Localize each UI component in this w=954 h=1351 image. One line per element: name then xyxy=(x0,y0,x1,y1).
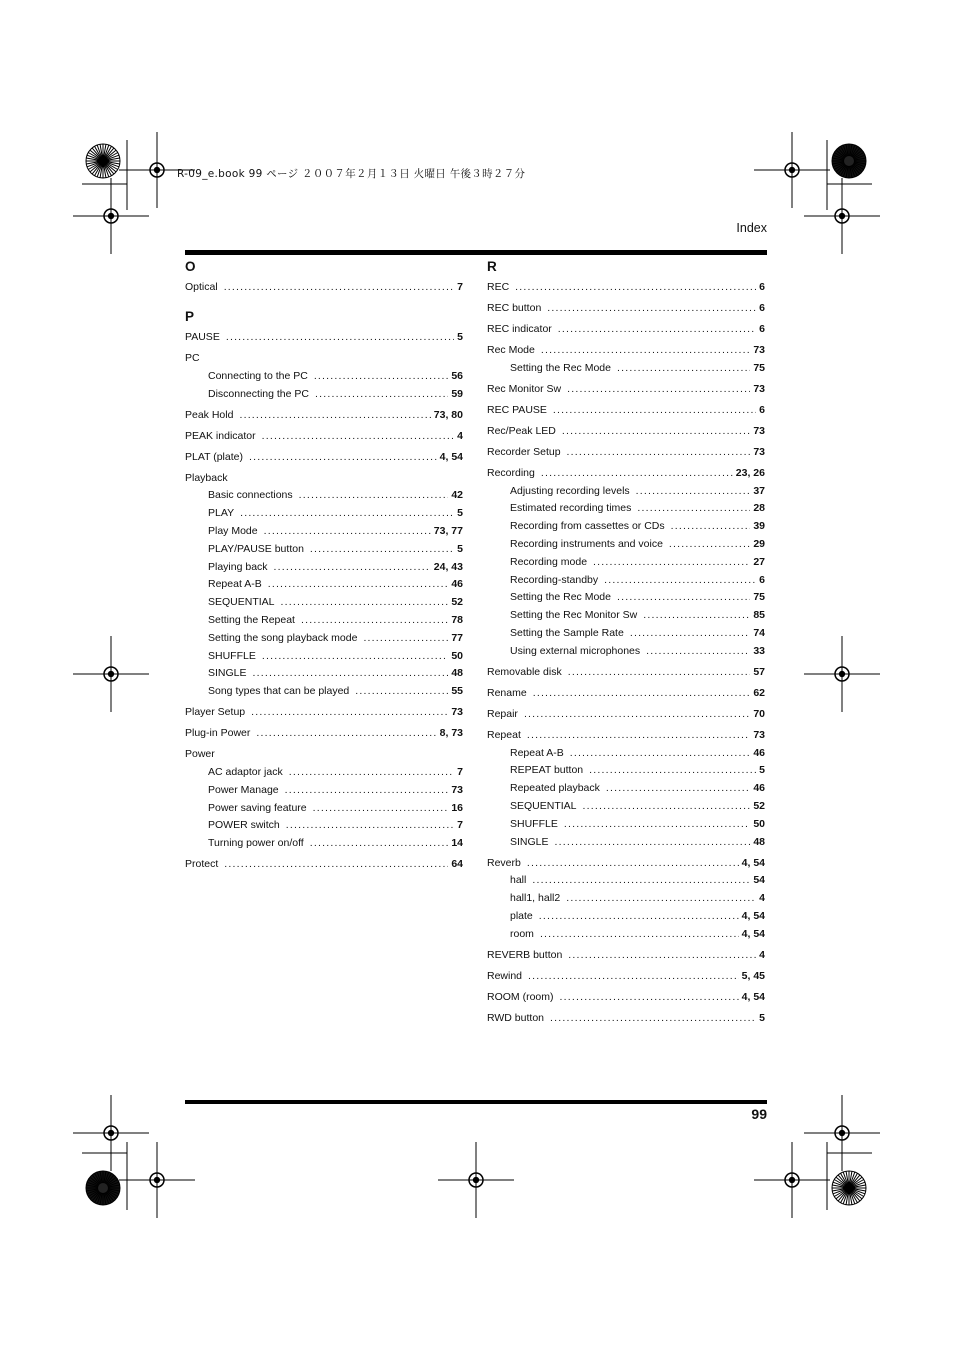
index-subentry xyxy=(185,817,463,835)
dot-leader xyxy=(547,300,756,318)
index-subentry xyxy=(185,594,463,612)
index-entry xyxy=(487,279,765,297)
index-entry: Playback xyxy=(185,471,228,484)
index-entry: PC xyxy=(185,352,200,365)
entry-pages: 5 xyxy=(759,764,765,777)
dot-leader xyxy=(558,321,756,339)
entry-pages: 56 xyxy=(451,369,463,382)
index-subentry xyxy=(185,764,463,782)
index-subentry xyxy=(185,386,463,404)
section-letter: P xyxy=(185,308,195,324)
index-subentry xyxy=(185,835,463,853)
index-entry xyxy=(487,423,765,441)
dot-leader xyxy=(515,279,756,297)
dot-leader xyxy=(560,989,739,1007)
dot-leader xyxy=(224,279,454,297)
entry-pages: 8, 73 xyxy=(439,727,463,740)
dot-leader xyxy=(299,487,449,505)
entry-pages: 5 xyxy=(759,1011,765,1024)
entry-term: SINGLE xyxy=(208,667,247,680)
dot-leader xyxy=(527,855,739,873)
index-subentry xyxy=(185,612,463,630)
dot-leader xyxy=(301,612,448,630)
entry-pages: 57 xyxy=(753,665,765,678)
dot-leader xyxy=(528,968,739,986)
entry-term: room xyxy=(510,927,534,940)
entry-term: Recording from cassettes or CDs xyxy=(510,520,665,533)
index-entry xyxy=(487,947,765,965)
index-subentry xyxy=(487,500,765,518)
entry-pages: 73 xyxy=(753,344,765,357)
entry-term: Repeated playback xyxy=(510,782,600,795)
section-letter: O xyxy=(185,259,196,274)
dot-leader xyxy=(669,536,750,554)
dot-leader xyxy=(268,576,449,594)
index-entry xyxy=(487,444,765,462)
dot-leader xyxy=(355,683,448,701)
dot-leader xyxy=(617,360,750,378)
index-subentry xyxy=(487,607,765,625)
entry-term: Setting the Sample Rate xyxy=(510,627,624,640)
index-subentry xyxy=(487,872,765,890)
index-subentry xyxy=(487,589,765,607)
index-entry xyxy=(185,856,463,874)
entry-term: Estimated recording times xyxy=(510,502,632,515)
index-subentry xyxy=(487,834,765,852)
dot-leader xyxy=(251,704,448,722)
entry-pages: 46 xyxy=(753,782,765,795)
entry-pages: 52 xyxy=(753,799,765,812)
dot-leader xyxy=(643,607,750,625)
entry-term: Setting the Repeat xyxy=(208,614,295,627)
entry-term: AC adaptor jack xyxy=(208,766,283,778)
dot-leader xyxy=(310,835,449,853)
dot-leader xyxy=(274,559,431,577)
entry-term: Rec Mode xyxy=(487,344,535,357)
index-subentry xyxy=(185,487,463,505)
entry-pages: 73 xyxy=(451,783,463,796)
index-subentry xyxy=(185,559,463,577)
registration-dot xyxy=(839,213,845,219)
index-subentry xyxy=(487,518,765,536)
entry-pages: 24, 43 xyxy=(433,560,463,573)
entry-term: Connecting to the PC xyxy=(208,369,308,382)
entry-term: PLAT (plate) xyxy=(185,450,243,463)
dot-leader xyxy=(617,589,750,607)
entry-pages: 6 xyxy=(759,281,765,294)
index-subentry xyxy=(487,926,765,944)
dot-leader xyxy=(313,800,449,818)
entry-pages: 75 xyxy=(753,361,765,374)
entry-pages: 7 xyxy=(457,281,463,294)
index-entry xyxy=(185,449,463,467)
entry-pages: 4, 54 xyxy=(741,990,765,1003)
dot-leader xyxy=(226,329,454,347)
dot-leader xyxy=(224,856,448,874)
entry-pages: 5 xyxy=(457,542,463,555)
index-subentry xyxy=(185,523,463,541)
dot-leader xyxy=(539,908,739,926)
index-subentry xyxy=(487,762,765,780)
dot-leader xyxy=(583,798,751,816)
index-entry xyxy=(487,342,765,360)
index-entry xyxy=(487,321,765,339)
entry-term: PEAK indicator xyxy=(185,429,256,442)
entry-term: hall xyxy=(510,874,527,887)
entry-term: Play Mode xyxy=(208,525,258,538)
bottom-rule xyxy=(185,1100,767,1104)
entry-pages: 73 xyxy=(451,706,463,719)
dot-leader xyxy=(567,444,751,462)
index-subentry xyxy=(185,541,463,559)
entry-pages: 6 xyxy=(759,573,765,586)
entry-pages: 73 xyxy=(753,445,765,458)
dot-leader xyxy=(568,664,751,682)
index-subentry xyxy=(185,368,463,386)
entry-pages: 85 xyxy=(753,609,765,622)
index-subentry xyxy=(185,665,463,683)
registration-dot xyxy=(789,167,795,173)
dot-leader xyxy=(630,625,750,643)
entry-pages: 50 xyxy=(451,649,463,662)
entry-term: Recording instruments and voice xyxy=(510,538,663,551)
entry-term: Setting the song playback mode xyxy=(208,631,358,644)
entry-term: Reverb xyxy=(487,856,521,869)
entry-term: Rec/Peak LED xyxy=(487,424,556,437)
registration-dot xyxy=(154,167,160,173)
index-entry xyxy=(487,300,765,318)
entry-term: hall1, hall2 xyxy=(510,892,561,905)
dot-leader xyxy=(636,483,751,501)
starburst-center xyxy=(844,156,854,166)
dot-leader xyxy=(555,834,751,852)
index-column-left xyxy=(185,257,463,874)
entry-term: RWD button xyxy=(487,1011,544,1024)
index-entry xyxy=(487,727,765,745)
registration-dot xyxy=(108,1130,114,1136)
entry-term: Protect xyxy=(185,858,219,871)
entry-term: Rewind xyxy=(487,969,523,982)
entry-pages: 73 xyxy=(753,728,765,741)
entry-term: REC button xyxy=(487,302,542,315)
entry-term: REPEAT button xyxy=(510,764,584,777)
entry-term: Plug-in Power xyxy=(185,727,251,740)
index-subentry xyxy=(185,782,463,800)
entry-term: plate xyxy=(510,909,533,922)
entry-pages: 6 xyxy=(759,403,765,416)
registration-dot xyxy=(108,213,114,219)
index-subentry xyxy=(185,648,463,666)
page-number: 99 xyxy=(751,1106,767,1122)
index-subentry xyxy=(487,536,765,554)
index-entry xyxy=(487,402,765,420)
entry-pages: 74 xyxy=(753,627,765,640)
section-letter: R xyxy=(487,259,497,274)
dot-leader xyxy=(524,706,750,724)
entry-pages: 7 xyxy=(457,819,463,832)
dot-leader xyxy=(310,541,454,559)
dot-leader xyxy=(550,1010,756,1028)
index-subentry xyxy=(487,798,765,816)
index-entry xyxy=(185,725,463,743)
dot-leader xyxy=(253,665,449,683)
dot-leader xyxy=(239,407,430,425)
entry-pages: 4, 54 xyxy=(741,856,765,869)
entry-term: Song types that can be played xyxy=(208,685,350,698)
entry-pages: 50 xyxy=(753,817,765,830)
index-subentry xyxy=(487,643,765,661)
index-entry: Power xyxy=(185,748,215,761)
index-subentry xyxy=(487,554,765,572)
index-subentry xyxy=(185,505,463,523)
dot-leader xyxy=(637,500,750,518)
entry-pages: 73, 77 xyxy=(433,525,463,538)
entry-pages: 16 xyxy=(451,801,463,814)
entry-term: Power Manage xyxy=(208,783,279,796)
entry-pages: 33 xyxy=(753,644,765,657)
entry-pages: 4, 54 xyxy=(741,909,765,922)
dot-leader xyxy=(289,764,454,782)
entry-term: Repeat A-B xyxy=(208,578,262,591)
index-subentry xyxy=(487,572,765,590)
dot-leader xyxy=(606,780,750,798)
index-entry xyxy=(487,968,765,986)
entry-term: Player Setup xyxy=(185,706,246,719)
entry-term: REC PAUSE xyxy=(487,403,547,416)
index-subentry xyxy=(487,780,765,798)
entry-pages: 59 xyxy=(451,387,463,400)
dot-leader xyxy=(264,523,431,541)
entry-pages: 77 xyxy=(451,631,463,644)
entry-pages: 4 xyxy=(457,429,463,442)
entry-pages: 37 xyxy=(753,484,765,497)
dot-leader xyxy=(533,685,751,703)
index-entry xyxy=(487,1010,765,1028)
index-entry xyxy=(487,989,765,1007)
entry-term: Repeat A-B xyxy=(510,746,564,759)
entry-term: REVERB button xyxy=(487,948,563,961)
dot-leader xyxy=(604,572,756,590)
entry-pages: 75 xyxy=(753,591,765,604)
entry-pages: 6 xyxy=(759,323,765,336)
entry-pages: 78 xyxy=(451,614,463,627)
entry-pages: 52 xyxy=(451,596,463,609)
index-entry xyxy=(487,465,765,483)
running-head: Index xyxy=(736,221,767,235)
entry-pages: 23, 26 xyxy=(735,466,765,479)
index-entry xyxy=(185,329,463,347)
entry-pages: 29 xyxy=(753,538,765,551)
dot-leader xyxy=(570,745,751,763)
entry-term: Setting the Rec Mode xyxy=(510,361,611,374)
entry-pages: 4, 54 xyxy=(439,450,463,463)
entry-pages: 28 xyxy=(753,502,765,515)
registration-dot xyxy=(839,671,845,677)
index-subentry xyxy=(487,816,765,834)
starburst-center xyxy=(98,156,108,166)
entry-term: REC xyxy=(487,281,510,294)
registration-dot xyxy=(839,1130,845,1136)
dot-leader xyxy=(281,594,449,612)
entry-term: Adjusting recording levels xyxy=(510,484,630,497)
top-rule xyxy=(185,250,767,255)
entry-pages: 7 xyxy=(457,766,463,778)
dot-leader xyxy=(593,554,750,572)
index-entry xyxy=(487,381,765,399)
entry-term: Setting the Rec Monitor Sw xyxy=(510,609,638,622)
entry-pages: 73 xyxy=(753,382,765,395)
dot-leader xyxy=(262,648,448,666)
dot-leader xyxy=(568,947,756,965)
entry-term: Repair xyxy=(487,707,518,720)
entry-pages: 5 xyxy=(457,507,463,520)
entry-pages: 14 xyxy=(451,837,463,850)
dot-leader xyxy=(286,817,454,835)
dot-leader xyxy=(553,402,756,420)
entry-term: PLAY xyxy=(208,507,235,520)
dot-leader xyxy=(589,762,756,780)
print-header: R-09_e.book 99 ページ ２００７年２月１３日 火曜日 午後３時２７分 xyxy=(177,168,526,180)
index-entry xyxy=(185,428,463,446)
entry-term: Playing back xyxy=(208,560,268,573)
entry-pages: 4 xyxy=(759,892,765,905)
starburst-center xyxy=(98,1183,108,1193)
dot-leader xyxy=(540,926,739,944)
entry-pages: 54 xyxy=(753,874,765,887)
entry-pages: 5, 45 xyxy=(741,969,765,982)
index-subentry xyxy=(487,908,765,926)
entry-term: Power saving feature xyxy=(208,801,307,814)
entry-term: Recording-standby xyxy=(510,573,599,586)
registration-dot xyxy=(473,1177,479,1183)
entry-term: Optical xyxy=(185,281,218,294)
index-subentry xyxy=(185,576,463,594)
dot-leader xyxy=(249,449,437,467)
dot-leader xyxy=(363,630,448,648)
entry-term: SEQUENTIAL xyxy=(208,596,275,609)
entry-pages: 4, 54 xyxy=(741,927,765,940)
entry-term: Setting the Rec Mode xyxy=(510,591,611,604)
index-subentry xyxy=(185,683,463,701)
entry-pages: 62 xyxy=(753,686,765,699)
dot-leader xyxy=(527,727,750,745)
entry-pages: 73 xyxy=(753,424,765,437)
index-entry xyxy=(487,706,765,724)
dot-leader xyxy=(564,816,750,834)
entry-term: SHUFFLE xyxy=(208,649,256,662)
dot-leader xyxy=(566,890,756,908)
index-subentry xyxy=(185,630,463,648)
index-entry xyxy=(185,279,463,297)
dot-leader xyxy=(262,428,455,446)
dot-leader xyxy=(240,505,454,523)
entry-term: Disconnecting the PC xyxy=(208,387,309,400)
entry-term: REC indicator xyxy=(487,323,552,336)
entry-pages: 48 xyxy=(451,667,463,680)
entry-pages: 46 xyxy=(451,578,463,591)
entry-term: PAUSE xyxy=(185,331,220,344)
index-entry xyxy=(487,664,765,682)
entry-term: SEQUENTIAL xyxy=(510,799,577,812)
dot-leader xyxy=(541,342,750,360)
dot-leader xyxy=(285,782,449,800)
index-subentry xyxy=(487,745,765,763)
dot-leader xyxy=(567,381,750,399)
starburst-center xyxy=(844,1183,854,1193)
index-entry xyxy=(487,685,765,703)
entry-pages: 73, 80 xyxy=(433,408,463,421)
registration-dot xyxy=(154,1177,160,1183)
index-subentry xyxy=(487,360,765,378)
dot-leader xyxy=(256,725,436,743)
entry-pages: 46 xyxy=(753,746,765,759)
index-entry xyxy=(185,704,463,722)
entry-pages: 70 xyxy=(753,707,765,720)
entry-term: Peak Hold xyxy=(185,408,234,421)
entry-term: Recorder Setup xyxy=(487,445,561,458)
index-entry xyxy=(487,855,765,873)
entry-pages: 64 xyxy=(451,858,463,871)
registration-dot xyxy=(789,1177,795,1183)
entry-term: ROOM (room) xyxy=(487,990,554,1003)
index-entry xyxy=(185,407,463,425)
index-subentry xyxy=(487,625,765,643)
entry-pages: 48 xyxy=(753,835,765,848)
entry-term: POWER switch xyxy=(208,819,280,832)
entry-term: SHUFFLE xyxy=(510,817,558,830)
entry-pages: 55 xyxy=(451,685,463,698)
entry-pages: 5 xyxy=(457,331,463,344)
dot-leader xyxy=(314,368,449,386)
entry-term: Recording mode xyxy=(510,555,588,568)
index-column-right xyxy=(487,257,765,1027)
entry-pages: 39 xyxy=(753,520,765,533)
index-subentry xyxy=(487,890,765,908)
entry-term: Basic connections xyxy=(208,489,293,502)
entry-term: SINGLE xyxy=(510,835,549,848)
entry-term: Repeat xyxy=(487,728,521,741)
dot-leader xyxy=(541,465,733,483)
registration-dot xyxy=(108,671,114,677)
entry-term: Rename xyxy=(487,686,527,699)
entry-term: Recording xyxy=(487,466,535,479)
index-subentry xyxy=(487,483,765,501)
dot-leader xyxy=(315,386,448,404)
dot-leader xyxy=(646,643,750,661)
entry-term: Using external microphones xyxy=(510,644,641,657)
dot-leader xyxy=(532,872,750,890)
dot-leader xyxy=(671,518,751,536)
index-subentry xyxy=(185,800,463,818)
entry-term: Turning power on/off xyxy=(208,837,304,850)
dot-leader xyxy=(562,423,750,441)
entry-pages: 6 xyxy=(759,302,765,315)
entry-pages: 42 xyxy=(451,489,463,502)
entry-term: PLAY/PAUSE button xyxy=(208,542,304,555)
entry-pages: 27 xyxy=(753,555,765,568)
entry-term: Removable disk xyxy=(487,665,562,678)
entry-pages: 4 xyxy=(759,948,765,961)
entry-term: Rec Monitor Sw xyxy=(487,382,562,395)
